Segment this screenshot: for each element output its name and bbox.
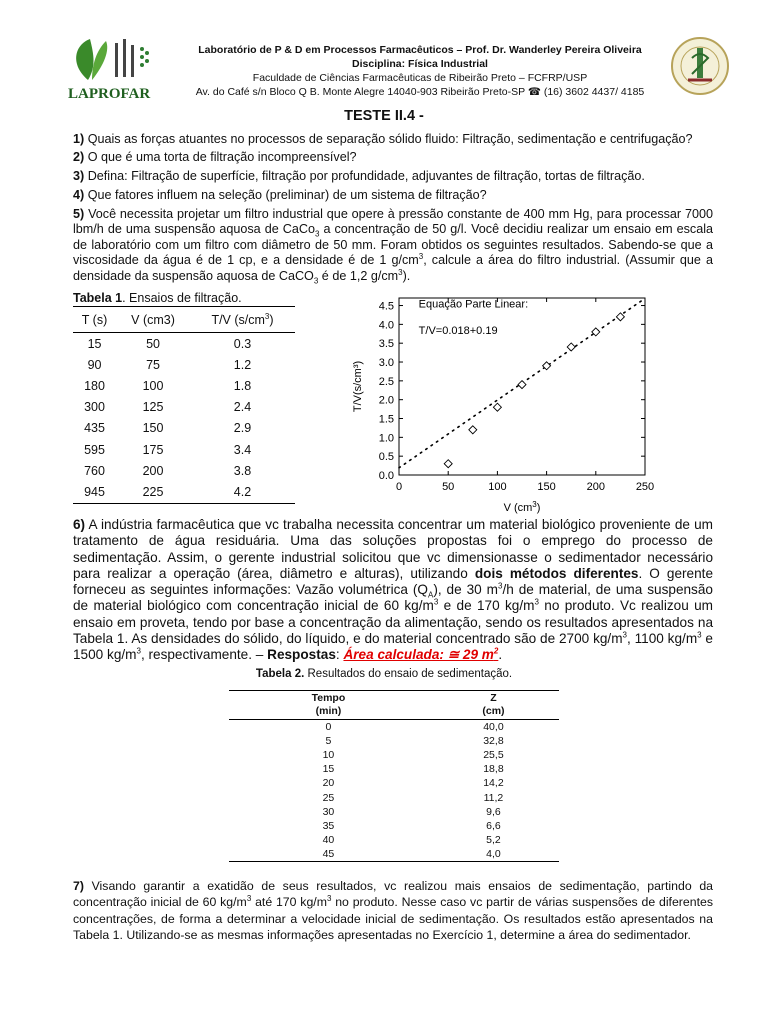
question-2: 2) O que é uma torta de filtração incompreensível?: [73, 150, 357, 164]
table-cell: 90: [87, 357, 102, 372]
header-discipline: Disciplina: Física Industrial: [352, 58, 488, 70]
university-seal: [670, 36, 730, 101]
data-point: [616, 313, 624, 321]
table-cell: 45: [229, 847, 428, 862]
table-cell: 595: [84, 442, 105, 457]
table-cell: 25: [322, 791, 335, 804]
y-tick-label: 1.5: [378, 413, 394, 426]
header-faculty: Faculdade de Ciências Farmacêuticas de Ribeirão Preto – FCFRP/USP: [252, 72, 588, 84]
table-cell: 150: [142, 421, 164, 436]
table2-caption: Tabela 2. Resultados do ensaio de sedimentação.: [255, 668, 513, 680]
table-cell: 225: [116, 481, 190, 503]
table1-header-time: T (s): [73, 307, 116, 333]
table-cell: 75: [146, 357, 160, 372]
question-3: 3) Defina: Filtração de superfície, filtração por profundidade, adjuvantes de filtração, tortas de filtração.: [73, 169, 645, 183]
table-row: [229, 819, 559, 833]
equation-title: Equação Parte Linear:: [418, 298, 529, 311]
y-tick-label: 2.5: [378, 375, 394, 388]
header-lab: Laboratório de P & D em Processos Farmacêuticos – Prof. Dr. Wanderley Pereira Oliveira: [198, 44, 642, 56]
table-row: [73, 333, 295, 355]
table-cell: 9,6: [486, 805, 501, 818]
y-tick-label: 0.5: [378, 451, 394, 464]
table-row: [73, 439, 295, 460]
table-cell: 180: [84, 378, 105, 393]
table-row: [229, 776, 559, 790]
table-cell: 50: [146, 336, 160, 351]
table-row: [229, 790, 559, 804]
table1-caption: Tabela 1. Ensaios de filtração.: [73, 291, 242, 305]
table-row: [229, 833, 559, 847]
leaf-logo-icon: [68, 35, 163, 85]
data-point: [518, 381, 526, 389]
equation-text: T/V=0.018+0.19: [418, 324, 498, 337]
x-tick-label: 200: [586, 481, 605, 493]
table-row: [73, 460, 295, 481]
page-title: TESTE II.4 -: [344, 108, 424, 124]
y-tick-label: 4.0: [378, 319, 394, 332]
question-6: 6) A indústria farmacêutica que vc trabalha necessita concentrar um material biológico proveniente de um tratamento de água residuária. Uma das soluções propostas foi o emprego do processo de sedimentação. Assim, o gerente industrial solicitou que vc dimensionasse o sedimentador necessário para realizar a operação (área, diâmetro e alturas), utilizando dois métodos diferentes. O gerente forneceu as seguintes informações: Vazão volumétrica $(Q_A)$, de 30 $m^3/h$ de material, de uma suspensão de material biológico com concentração inicial de 60 $kg/m^3$ e de 170 $kg/m^3$ no produto. Vc realizou um ensaio em proveta, tendo por base a concentração da alimentação, sendo os resultados apresentados na Tabela 1. As densidades do sólido, do líquido, e do material concentrado são de 2700 $kg/m^3$, 1100 $kg/m^3$ e 1500 $kg/m^3$, respectivamente. – Respostas: Área calculada: ≅ 29 $m^2$.: [73, 517, 714, 663]
data-point: [493, 403, 501, 411]
table-row: [73, 397, 295, 418]
y-axis-label: T/V(s/cm³): [352, 360, 364, 413]
table-cell: 200: [142, 463, 164, 478]
table-cell: 3.8: [233, 463, 252, 478]
answer-area: Área calculada: ≅ 29 $m^2$: [343, 646, 499, 663]
filtration-table: [73, 306, 295, 504]
table-cell: 0.3: [233, 336, 252, 351]
table-cell: 18,8: [483, 763, 504, 776]
question-4: 4) Que fatores influem na seleção (preliminar) de um sistema de filtração?: [73, 188, 487, 202]
table1-header-volume: V (cm3): [116, 307, 190, 333]
table-cell: 945: [73, 481, 116, 503]
x-tick-label: 250: [635, 481, 655, 493]
table-cell: 1.2: [233, 357, 252, 372]
x-tick-label: 0: [395, 481, 403, 493]
table-row: [229, 748, 559, 762]
table-cell: 30: [322, 805, 335, 818]
table-cell: 25,5: [483, 749, 504, 762]
table-cell: 2.9: [233, 421, 252, 436]
table-cell: 4,0: [428, 847, 559, 862]
table-cell: 5: [325, 735, 332, 748]
table-cell: 760: [84, 463, 105, 478]
x-tick-label: 150: [537, 481, 556, 493]
y-tick-label: 2.0: [378, 394, 394, 407]
table-row: [73, 354, 295, 375]
table2-header-height: Z (cm): [428, 691, 559, 720]
table-row: [229, 762, 559, 776]
table-cell: 32,8: [483, 735, 504, 748]
table-cell: 5,2: [486, 833, 501, 846]
table-cell: 11,2: [483, 791, 504, 804]
table-cell: 3.4: [233, 442, 252, 457]
data-point: [567, 343, 575, 351]
y-tick-label: 4.5: [378, 300, 394, 313]
y-tick-label: 3.0: [378, 357, 394, 370]
table-cell: 6,6: [486, 819, 501, 832]
table-cell: 40,0: [483, 721, 504, 734]
question-7: 7) Visando garantir a exatidão de seus resultados, vc realizou mais ensaios de sedimentação, partindo da concentração inicial de 60 $kg/m^3$ até 170 $kg/m^3$ no produto. Nesse caso vc partir de várias suspensões de diferentes concentrações, de forma a determinar a velocidade inicial de sedimentação. Os resultados estão apresentados na Tabela 1. Utilizando-se as mesmas informações apresentadas no Exercício 1, determine a área do sedimentador.: [73, 879, 713, 942]
y-tick-label: 1.0: [378, 432, 394, 445]
table-row: [73, 481, 295, 503]
table-cell: 125: [142, 400, 164, 415]
seal-icon: [670, 36, 730, 96]
table2-header-time: Tempo (min): [229, 691, 428, 720]
table-cell: 100: [142, 378, 164, 393]
table-cell: 10: [322, 749, 335, 762]
table-cell: 15: [322, 763, 335, 776]
table-row: [73, 375, 295, 396]
table-cell: 14,2: [483, 777, 504, 790]
header-address: Av. do Café s/n Bloco Q B. Monte Alegre 14040-903 Ribeirão Preto-SP ☎ (16) 3602 4437/ 4185: [195, 86, 645, 98]
x-tick-label: 50: [442, 481, 455, 493]
table-row: [229, 720, 559, 735]
y-tick-label: 3.5: [378, 338, 394, 351]
logo-text: LAPROFAR: [68, 86, 151, 102]
table-row: [229, 847, 559, 862]
y-tick-label: 0.0: [378, 470, 394, 482]
data-point: [469, 426, 477, 434]
table1-header-ratio: T/V $(s/cm^3)$: [190, 307, 295, 333]
table-row: [229, 805, 559, 819]
question-1: 1) Quais as forças atuantes no processos de separação sólido fluido: Filtração, sedimentação e centrifugação?: [73, 132, 693, 146]
table-cell: 2.4: [233, 400, 252, 415]
data-point: [444, 460, 452, 468]
table-cell: 1.8: [233, 378, 252, 393]
laprofar-logo: [68, 35, 163, 102]
sedimentation-table: [229, 690, 559, 862]
table-row: [73, 418, 295, 439]
table-cell: 20: [322, 777, 335, 790]
filtration-chart: [345, 290, 660, 520]
table-row: [229, 734, 559, 748]
table-cell: 175: [142, 442, 164, 457]
table-cell: 40: [322, 833, 335, 846]
question-5: 5) Você necessita projetar um filtro industrial que opere à pressão constante de 400 mm Hg, para processar 7000 lbm/h de uma suspensão aquosa de CaCo$_3$ a concentração de 50 g/l. Você decidiu realizar um ensaio em escala de laboratório com um filtro com diâmetro de 50 mm. Foram obtidos os seguintes resultados. Sabendo-se que a viscosidade da água é de 1 cp, e a densidade é de 1 $g/cm^3$, calcule a área do filtro industrial. (Assumir que a densidade da suspensão aquosa de CaCO$_3$ é de 1,2 $g/cm^3$).: [73, 207, 714, 286]
table-cell: 0: [325, 721, 332, 734]
table-cell: 4.2: [190, 481, 295, 503]
table-cell: 300: [84, 400, 105, 415]
table-cell: 15: [87, 336, 102, 351]
table-cell: 35: [322, 819, 335, 832]
table-cell: 435: [84, 421, 105, 436]
x-tick-label: 100: [488, 481, 507, 493]
x-axis-label: V $(cm^3)$: [503, 500, 541, 514]
